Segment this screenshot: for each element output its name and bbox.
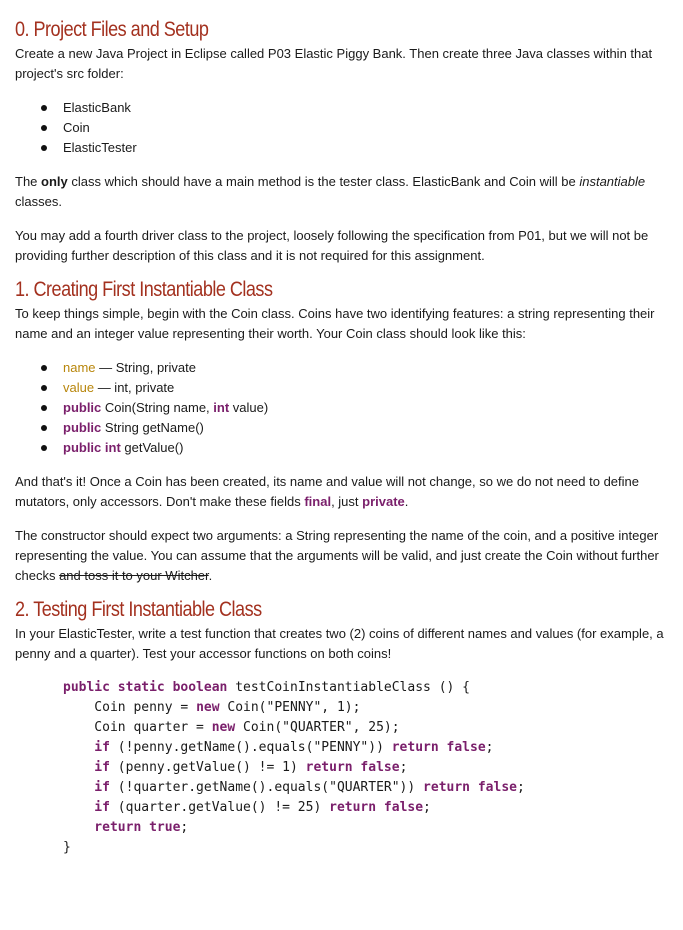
code-line-4: if (!penny.getName().equals("PENNY")) return false; [63, 740, 494, 755]
code-block [63, 678, 665, 858]
code-line-1: public static boolean testCoinInstantiableClass () { [63, 680, 471, 695]
code-line-5: if (penny.getValue() != 1) return false; [63, 760, 408, 775]
member-constructor: public Coin(String name, int value) [15, 398, 665, 418]
class-item-coin: Coin [15, 118, 665, 138]
code-line-8: return true; [63, 820, 189, 835]
code-line-9: } [63, 840, 71, 855]
code-line-3: Coin quarter = new Coin("QUARTER", 25); [63, 720, 400, 735]
member-value: value — int, private [15, 378, 665, 398]
member-name: name — String, private [15, 358, 665, 378]
setup-paragraph: Create a new Java Project in Eclipse called P03 Elastic Piggy Bank. Then create three Java classes within that project's src folder: [15, 46, 653, 81]
section-2-heading: 2. Testing First Instantiable Class [15, 598, 262, 621]
section-1-heading: 1. Creating First Instantiable Class [15, 278, 273, 301]
constructor-paragraph: The constructor should expect two arguments: a String representing the name of the coin, and a positive integer representing the value. You can assume that the arguments will be valid, and just create the Coin without further checks and toss it to your Witcher. [15, 528, 659, 583]
coin-member-list [15, 358, 665, 458]
member-getname: public String getName() [15, 418, 665, 438]
code-line-7: if (quarter.getValue() != 25) return false; [63, 800, 431, 815]
code-line-2: Coin penny = new Coin("PENNY", 1); [63, 700, 361, 715]
class-item-elasticbank: ElasticBank [15, 98, 665, 118]
member-getvalue: public int getValue() [15, 438, 665, 458]
driver-class-paragraph: You may add a fourth driver class to the project, loosely following the specification from P01, but we will not be providing further description of this class and it is not required for this assignment. [15, 228, 649, 263]
tester-paragraph: In your ElasticTester, write a test function that creates two (2) coins of different names and values (for example, a penny and a quarter). Test your accessor functions on both coins! [15, 626, 664, 661]
class-list [15, 98, 665, 158]
code-line-6: if (!quarter.getName().equals("QUARTER")) return false; [63, 780, 525, 795]
coin-intro-paragraph: To keep things simple, begin with the Coin class. Coins have two identifying features: a string representing their name and an integer value representing their worth. Your Coin class should look like this: [15, 306, 655, 341]
section-0-heading: 0. Project Files and Setup [15, 18, 209, 41]
accessors-paragraph: And that's it! Once a Coin has been created, its name and value will not change, so we do not need to define mutators, only accessors. Don't make these fields final, just private. [15, 474, 639, 509]
document-page [15, 18, 665, 858]
class-item-elastictester: ElasticTester [15, 138, 665, 158]
main-method-paragraph: The only class which should have a main method is the tester class. ElasticBank and Coin will be instantiable classes. [15, 174, 646, 209]
